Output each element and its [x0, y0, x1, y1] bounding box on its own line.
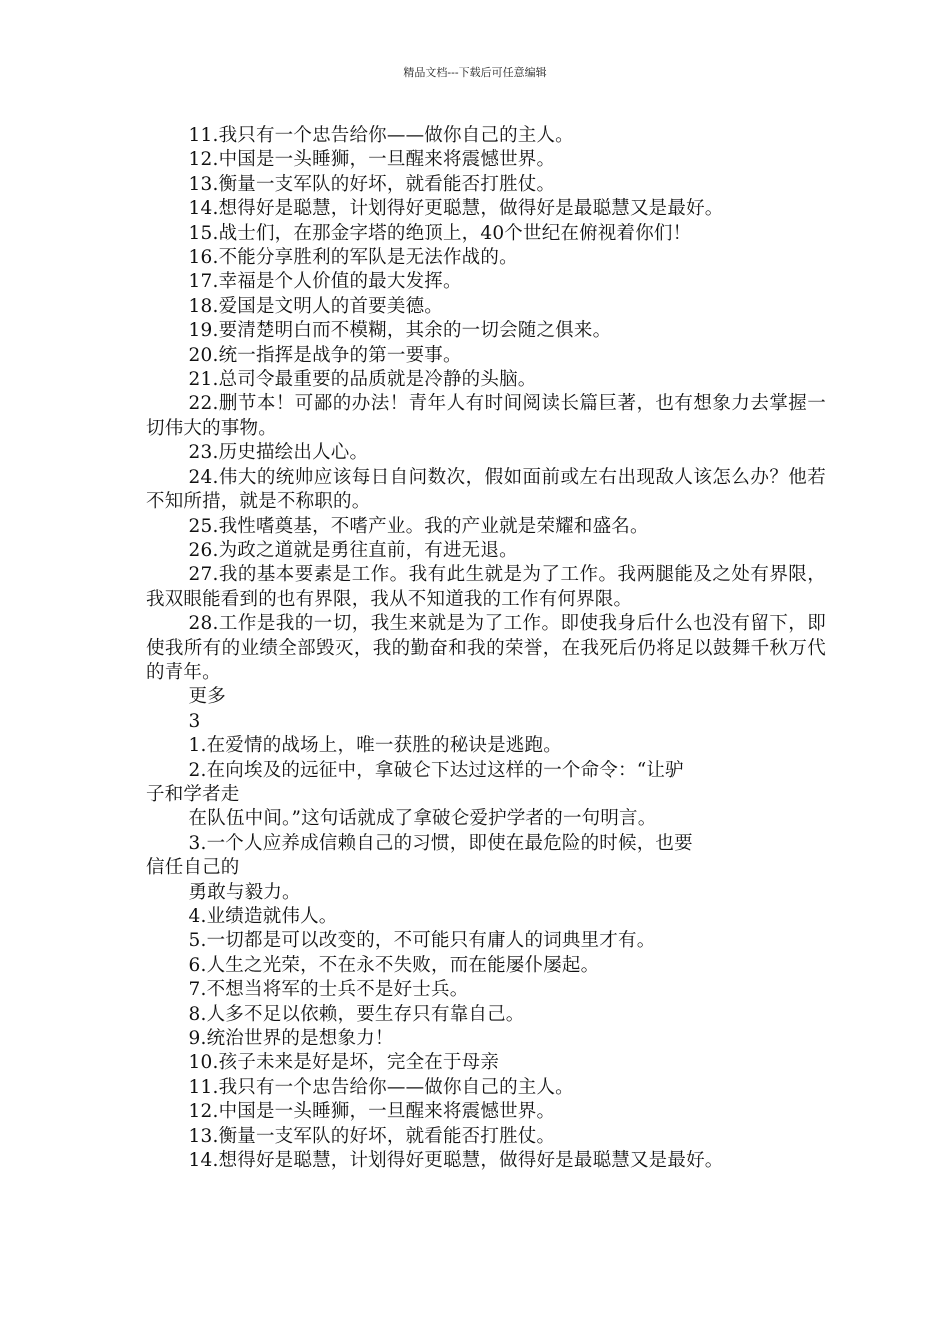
paragraph: 17.幸福是个人价值的最大发挥。	[188, 271, 462, 293]
paragraph: 21.总司令最重要的品质就是冷静的头脑。	[188, 369, 537, 391]
paragraph: 子和学者走	[146, 783, 240, 805]
document-body	[146, 124, 826, 1173]
paragraph: 25.我性嗜奠基，不嗜产业。我的产业就是荣耀和盛名。	[188, 515, 649, 537]
paragraph: 23.历史描绘出人心。	[188, 442, 369, 464]
paragraph: 11.我只有一个忠告给你——做你自己的主人。	[188, 125, 574, 146]
paragraph: 2.在向埃及的远征中，拿破仑下达过这样的一个命令：“让驴	[188, 759, 684, 781]
paragraph: 7.不想当将军的士兵不是好士兵。	[188, 979, 469, 1001]
paragraph: 27.我的基本要素是工作。我有此生就是为了工作。我两腿能及之处有界限，我双眼能看到的也有界限，我从不知道我的工作有何界限。	[146, 564, 826, 610]
paragraph: 9.统治世界的是想象力！	[188, 1028, 394, 1050]
paragraph: 14.想得好是聪慧，计划得好更聪慧，做得好是最聪慧又是最好。	[188, 198, 724, 220]
paragraph: 24.伟大的统帅应该每日自问数次，假如面前或左右出现敌人该怎么办？他若不知所措，就是不称职的。	[146, 466, 826, 513]
paragraph: 3	[188, 710, 201, 732]
paragraph: 14.想得好是聪慧，计划得好更聪慧，做得好是最聪慧又是最好。	[188, 1150, 724, 1172]
paragraph: 更多	[188, 686, 226, 708]
paragraph: 13.衡量一支军队的好坏，就看能否打胜仗。	[188, 1125, 556, 1147]
paragraph: 12.中国是一头睡狮，一旦醒来将震憾世界。	[188, 149, 556, 171]
paragraph: 13.衡量一支军队的好坏，就看能否打胜仗。	[188, 173, 556, 195]
page-header: 精品文档---下载后可任意编辑	[403, 66, 547, 79]
paragraph: 12.中国是一头睡狮，一旦醒来将震憾世界。	[188, 1101, 556, 1123]
paragraph: 15.战士们，在那金字塔的绝顶上，40个世纪在俯视着你们！	[188, 222, 692, 244]
paragraph: 19.要清楚明白而不模糊，其余的一切会随之俱来。	[188, 320, 612, 342]
paragraph: 26.为政之道就是勇往直前，有进无退。	[188, 539, 518, 561]
paragraph: 8.人多不足以依赖，要生存只有靠自己。	[188, 1003, 525, 1025]
paragraph: 4.业绩造就伟人。	[188, 906, 338, 927]
paragraph: 5.一切都是可以改变的，不可能只有庸人的词典里才有。	[188, 930, 656, 952]
paragraph: 6.人生之光荣，不在永不失败，而在能屡仆屡起。	[188, 954, 600, 976]
paragraph: 16.不能分享胜利的军队是无法作战的。	[188, 247, 518, 269]
paragraph: 勇敢与毅力。	[188, 881, 301, 903]
paragraph: 20.统一指挥是战争的第一要事。	[188, 344, 462, 366]
paragraph: 1.在爱情的战场上，唯一获胜的秘诀是逃跑。	[188, 735, 562, 757]
paragraph: 22.删节本！可鄙的办法！青年人有时间阅读长篇巨著，也有想象力去掌握一切伟大的事物。	[146, 393, 826, 439]
paragraph: 信任自己的	[146, 857, 240, 879]
paragraph: 3.一个人应养成信赖自己的习惯，即使在最危险的时候，也要	[188, 832, 693, 854]
paragraph: 18.爱国是文明人的首要美德。	[188, 295, 443, 317]
paragraph: 在队伍中间。”这句话就成了拿破仑爱护学者的一句明言。	[188, 808, 657, 830]
paragraph: 28.工作是我的一切，我生来就是为了工作。即使我身后什么也没有留下，即使我所有的业绩全部毁灭，我的勤奋和我的荣誉，在我死后仍将足以鼓舞千秋万代的青年。	[146, 613, 826, 683]
paragraph: 11.我只有一个忠告给你——做你自己的主人。	[188, 1076, 574, 1098]
paragraph: 10.孩子未来是好是坏，完全在于母亲	[188, 1052, 500, 1074]
